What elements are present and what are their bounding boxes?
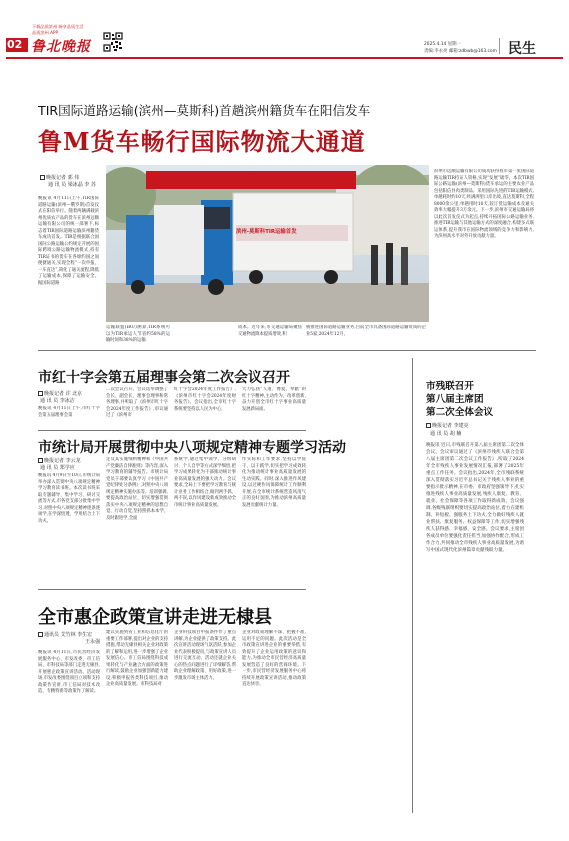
story4-body-col4: 企业对政策理解不深、把握不准,运用不足的问题。此次活动是全市政策宣讲进企业的重要举措,有效提升了企业运用政策的意识和能力,为推动全市民营经济高质量发展营造了良好的营商环境。下一步,市民营经济发展服务中心将持续开展政策宣讲活动,推动政策直达快享。: [242, 630, 306, 687]
story2-body-col4: 大力弘扬“人道、博爱、奉献”的红十字精神,主动作为、改革创新,奋力开创全市红十字事业高质量发展新局面。: [242, 387, 306, 412]
story2-body-col3: 红十字会2024年度工作报告》,《滨州市红十字会2024年度财务报告》。会议指出,全市红十字系统要坚持以人民为中心,: [174, 387, 236, 412]
story3-headline: 市统计局开展贯彻中央八项规定精神专题学习活动: [38, 440, 346, 456]
byline-marker-icon: [38, 458, 43, 463]
slogan-line1: 下载品质滨州 畅享品质生活: [32, 24, 84, 29]
lead-body-col3: 成本。近年来,市交通运输局聚焦交通物流降本提质增效,积: [238, 325, 302, 337]
story4-body-col2: 建议实施到省工业和信息化厅的重要工作部署,提出对企业的支持措施,带动无棣县相关企业对政策的了解和运用,进一步增强了企业发展信心。市工信局围绕科技成果转化与产业融合方面的政策进行解读,鼓励企业加强创新能力建设,积极申报各类科技项目,推动企业高质量发展。市科技局对: [106, 630, 168, 687]
story3-byline1: [38, 458, 81, 465]
issue-date: 2025.4.14 星期一: [424, 42, 461, 47]
lead-body-col5: 滨州市远顺运输有限公司成功获得我市第一张国际道路运输TIR持证人资格,实现“发展”破零。本次TIR国际公路运输(滨州—莫斯科)货车承运的主要农业产品包括阳信县肉类制品。采用国际先进的TIR运输模式,单趟耗时约10天,经满洲里口岸出境,直达莫斯科,全程8000余公里,单趟用时10天,较订货运输成本及通关效率大幅提升3万余元。下一步,滨州市交通运输局将以此次首发仪式为起点,持续开拓国际公路运输业务,推进TIR运输与其他运输方式的深度融合,构建多式联运体系,提升我市在国际物流领域的竞争力和影响力,为滨州高水平对外开放贡献力量。: [434, 169, 534, 239]
story3-body-col4: 作实际和工作要求,坚持以学促干、以干践学,切实把学习成效转化为推动统计事业高质量发展的生动实践。同时,深入推进作风建设,以过硬作风保障统计工作顺利开展,在全市统计系统营造风清气正的良好氛围,为推动滨州高质量发展贡献统计力量。: [242, 457, 306, 508]
lead-headline: 鲁M货车畅行国际物流大通道: [38, 127, 366, 156]
sidebar-byline1-text: 晚报记者 李建亮: [432, 423, 469, 429]
story2-body-col2: 二次会议召开。会议选举调整了会长、副会长、理事会理事和常务理事,并听取了《滨州市红十字会2024年度工作报告》,审议通过了《滨州市: [106, 387, 168, 418]
story4-headline: 全市惠企政策宣讲走进无棣县: [38, 607, 272, 628]
story3-body-col2: 定及其实施细则精神和《中国共产党廉洁自律准则》等内容,深入学习教育的辅导报告。市统计局党员干部要认真学习《中国共产党纪律处分条例》,对照中央八项规定精神实施办法等。培训强调,要提高政治站位、切实增强贯彻落实中央八项规定精神的思想自觉、行动自觉,坚持照抓本本学、及时跟进学,全面: [106, 457, 168, 521]
story4-byline2: 王永强: [85, 639, 101, 645]
lead-body-col2: 运输联盟(IRU)测算,TIR系统可以为TIR承运人节省约58%的运输时间和38%的运输: [106, 325, 170, 343]
section-divider: [499, 38, 500, 54]
story2-bottom-rule: [38, 430, 306, 431]
sidebar-headline-line3: 第二次全体会议: [426, 407, 494, 418]
slogan-line2: 品质滨州 APP: [32, 30, 58, 35]
story4-body-col3: 企业科技项目申报条件作了重点讲解,为企业提供了政策支持。此次宣讲活动现场气氛活跃,参加企业代表积极提问,与政策宣讲人员进行交流互动。活动还就企业关心的热点问题进行了详细解答,帮助企业理解政策、用好政策,进一步激发市场主体活力。: [174, 630, 236, 681]
story2-byline1: [38, 391, 82, 398]
masthead-rule: [6, 57, 563, 59]
paper-name: 鲁北晚报: [31, 39, 91, 55]
sidebar-byline2: 通 讯 员 胡 楠: [430, 431, 462, 437]
editor-info: 责编:李永亮 邮箱:zdbwb@163.com: [424, 49, 497, 54]
photo-trailer-caption: 滨州-莫斯科TIR运输首发: [236, 229, 297, 235]
story2-byline1-text: 晚报记者 许 北京: [44, 391, 83, 397]
lead-body-col1: 晚报讯 4月11日上午,TIR国际道路运输(滨州—俄罗斯)首发仪式在阳信举行。随着两辆满载滨州优质农产品的货车在滨州远顺运输有限公司的统一部署下,标志着TIR国际道路运输滨州籍货车成功首发。TIR是根据联合国国际公路运输公约规定开展的国际跨境公路运输物流模式,持有TIR证书的货车在各缔约国之间便捷通关,实现全程“一次申报、一车直达”,简化了通关流程,降低了运输成本,保障了运输安全。据国际道路: [38, 196, 99, 286]
byline-marker-icon: [38, 632, 43, 637]
lead-byline2: 通 讯 员 梁冰晶 李 苏: [48, 182, 96, 188]
section-name: 民生: [508, 41, 536, 57]
byline-marker-icon: [40, 175, 45, 180]
sidebar-headline-line2: 第八届主席团: [426, 394, 484, 405]
lead-photo: [106, 165, 429, 322]
story4-byline1: [38, 632, 92, 639]
sidebar-headline-line1: 市残联召开: [426, 381, 474, 392]
sidebar-body: 晚报讯 近日,市残联召开第八届主席团第二次全体会议。会议审议通过了《滨州市残疾人联合会第八届主席团第二次会议工作报告》,听取了2024年全市残疾人事业发展情况汇报,部署了2025年重点工作任务。会议指出,2024年,全市残联系统深入贯彻落实习近平总书记关于残疾人事业的重要指示批示精神,在市委、市政府坚强领导下,扎实推进残疾人事业高质量发展,残疾人康复、教育、就业、社会保障等各项工作取得新成效。会议强调,各级残联组织要切实提高政治站位,着力在建机制、补短板、强服务上下功夫,全力做好残疾人就业帮扶、康复服务、权益保障等工作,切实增强残疾人获得感、幸福感、安全感。会议要求,主席团各成员单位要强化责任担当,加强协作配合,形成工作合力,共同推动全市残疾人事业高质量发展,为谱写中国式现代化滨州篇章贡献残联力量。: [426, 443, 524, 553]
story4-body-col1: 晚报讯 4月11日,市民营经济发展服务中心、市发改委、市工信局、市科技局等部门走进无棣县,开展惠企政策宣讲活动。活动现场,市发改委围绕项目立项和支持政策作宣讲,市工信局对技术改造、专精特新等政策作了解读。: [38, 650, 100, 694]
story3-bottom-rule: [38, 589, 306, 590]
byline-marker-icon: [426, 423, 431, 428]
sidebar-byline1: [426, 423, 469, 430]
story2-byline2: 通 讯 员 李冰洁: [40, 398, 75, 404]
page-number: 02: [7, 38, 23, 51]
story3-byline2: 通 讯 员 郑学应: [40, 465, 75, 471]
story2-headline: 市红十字会第五届理事会第二次会议召开: [38, 370, 290, 386]
story3-body-col1: 晚报讯 4月9日至10日,市统计局举办深入贯彻中央八项规定精神学习教育读书班。本次读书班采取专题辅导、集中学习、研讨交流等方式,市各党支部分批集中学习,对照中央八项规定精神逐条逐项学,在学深悟透、学用结合上下功夫。: [38, 473, 100, 524]
lead-body-col4: 极推进国际道路运输业务,目前全市具备国际道路运输资质的企业5家,2024年12月,: [306, 325, 426, 337]
byline-marker-icon: [38, 391, 43, 396]
lead-byline1-text: 晚报记者 郭 伟: [46, 175, 80, 181]
masthead: [0, 0, 569, 62]
story4-byline1-text: 通讯员 艾竹林 李生宏: [44, 632, 93, 638]
story2-body-col1: 晚报讯 4月11日上午,市红十字会第五届理事会第: [38, 406, 100, 418]
sidebar-divider: [412, 358, 413, 813]
lead-byline1: [40, 175, 79, 182]
lead-bottom-rule: [38, 350, 536, 351]
story3-byline1-text: 晚报记者 李云龙: [44, 458, 81, 464]
story3-body-col3: 系统学,通过集中领学、分组研讨、个人自学等方式深学细悟,把学习成果转化为干部推动统计事业高质量发展的强大动力。会议要求,全局上下要把学习教育与统计业务工作相结合,做到两手抓、两不误,以作风建设新成效推动全市统计事业高质量发展。: [174, 457, 236, 508]
qr-code-icon: [103, 32, 123, 52]
lead-kicker: TIR国际道路运输(滨州—莫斯科)首趟滨州籍货车在阳信发车: [38, 103, 371, 118]
